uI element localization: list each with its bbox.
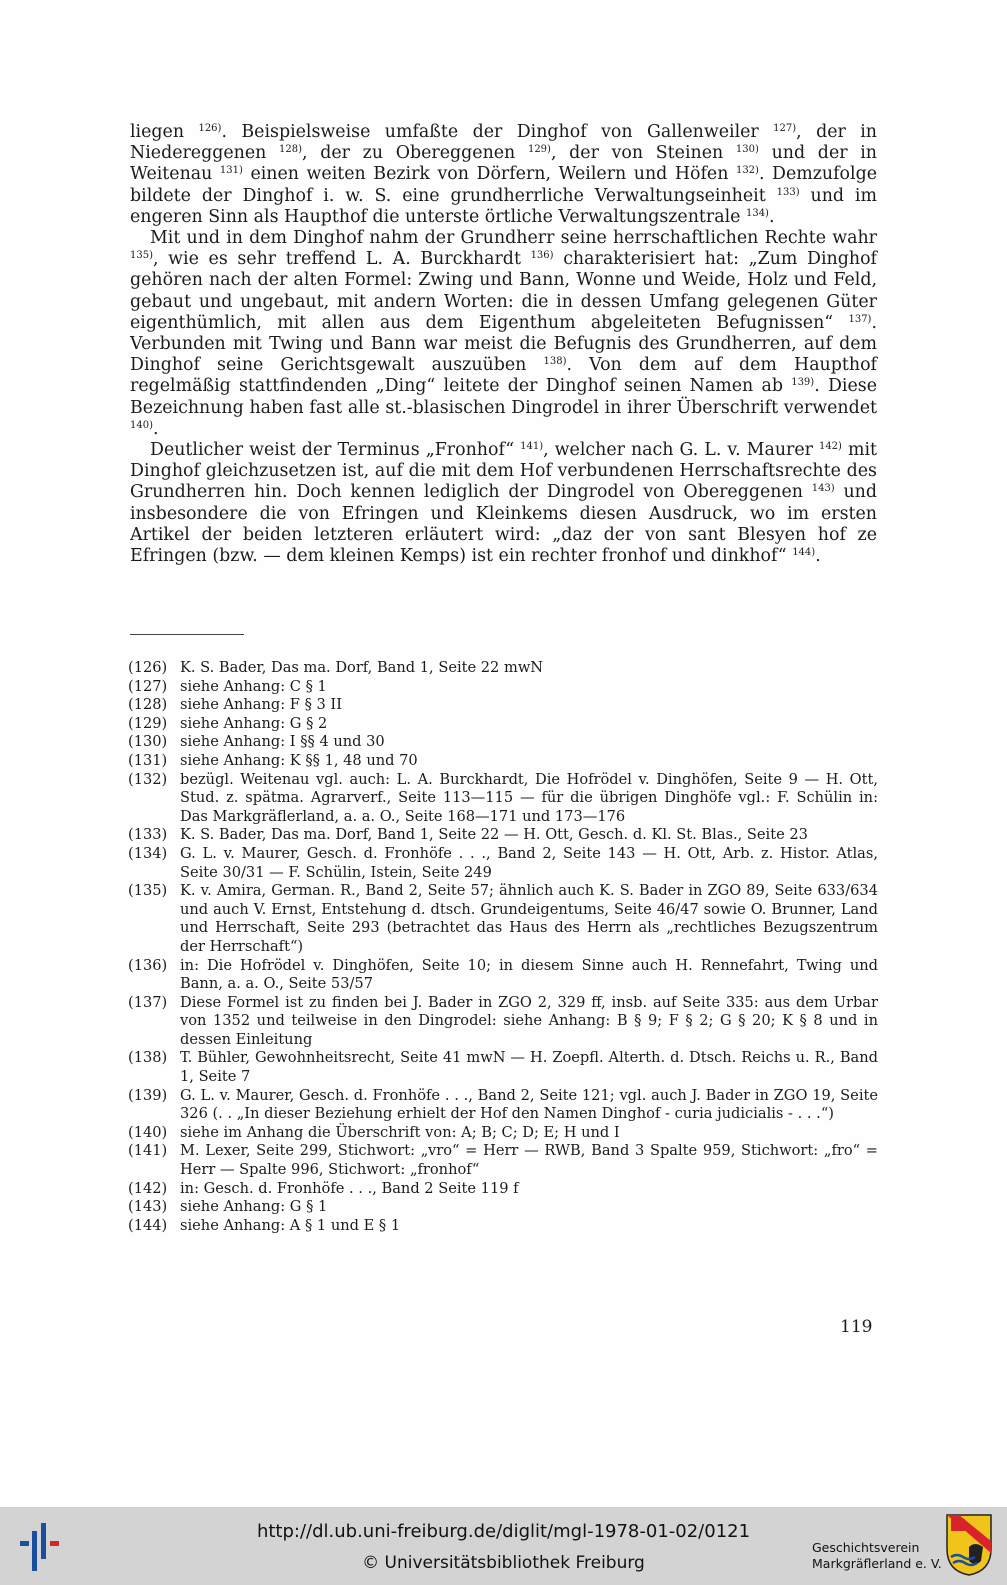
footnote-number: (130)	[128, 733, 168, 751]
footnote-number: (144)	[128, 1216, 168, 1234]
paragraph	[130, 440, 877, 567]
footnote-ref: 137)	[848, 313, 872, 325]
footnote-number: (132)	[128, 770, 168, 788]
footnote-ref: 140)	[130, 419, 153, 431]
footnote-text: G. L. v. Maurer, Gesch. d. Fronhöfe . . ., Band 2, Seite 143 — H. Ott, Arb. z. Histor. Atlas, Seite 30/31 — F. Schülin, Istein, Seite 249	[180, 844, 878, 881]
text-run: . Verbunden mit Twing und Bann war meist die Befugnis des Grundherren, auf dem Dinghof seine Gerichtsgewalt auszuüben	[130, 312, 877, 376]
footnote-text: K. v. Amira, German. R., Band 2, Seite 57; ähnlich auch K. S. Bader in ZGO 89, Seite 633/634 und auch V. Ernst, Entstehung d. dtsch. Grundeigentums, Seite 46/47 sowie O. Brunner, Land und Herrschaft, Seite 293 (betrachtet das Haus des Herrn als „rechtliches Bezugszentrum der Herrschaft“)	[180, 882, 878, 955]
footnote-number: (137)	[128, 993, 168, 1011]
footnote-number: (131)	[128, 751, 168, 769]
text-run: einen weiten Bezirk von Dörfern, Weilern und Höfen	[242, 164, 736, 185]
footnote-ref: 131)	[219, 165, 243, 177]
text-run: charakterisiert hat: „Zum Dinghof gehören nach der alten Formel: Zwing und Bann, Wonne und Weide, Holz und Feld, gebaut und ungebaut, mit andern Worten: die in dessen Umfang gelegenen Güter eigenthümlich, mit allen aus dem Eigenthum abgeleiteten Befugnissen“	[130, 249, 877, 333]
document-url[interactable]: http://dl.ub.uni-freiburg.de/diglit/mgl-1978-01-02/0121	[256, 1521, 751, 1542]
footnote-text: siehe im Anhang die Überschrift von: A; B; C; D; E; H und I	[180, 1123, 620, 1141]
footnote-number: (127)	[128, 677, 168, 695]
text-run: . Von dem auf dem Haupthof regelmäßig stattfindenden „Ding“ leitete der Dinghof seinen Namen ab	[130, 355, 877, 397]
footnote	[128, 1049, 878, 1086]
text-run: , der in Niedereggenen	[130, 122, 877, 164]
footnote	[128, 994, 878, 1050]
text-run: .	[768, 206, 775, 227]
text-run: und der in Weitenau	[130, 143, 877, 185]
text-run: .	[815, 546, 821, 567]
footnote-number: (143)	[128, 1198, 168, 1216]
footnote-text: K. S. Bader, Das ma. Dorf, Band 1, Seite 22 mwN	[180, 659, 544, 676]
footnote-text: siehe Anhang: I §§ 4 und 30	[180, 733, 385, 751]
text-run: , welcher nach G. L. v. Maurer	[543, 440, 819, 461]
footnote-number: (139)	[128, 1086, 168, 1104]
footnote-number: (129)	[128, 714, 168, 732]
footnote	[128, 1180, 878, 1199]
text-run: .	[153, 418, 159, 439]
footnote-number: (134)	[128, 844, 168, 862]
footnote-ref: 143)	[811, 483, 835, 495]
footnote-ref: 135)	[130, 250, 153, 262]
footnote-number: (128)	[128, 696, 168, 714]
footnote-ref: 141)	[520, 441, 544, 453]
footnote	[128, 678, 878, 697]
text-run: . Demzufolge bildete der Dinghof i. w. S. eine grundherrliche Verwaltungseinheit	[130, 164, 878, 206]
footnote-text: G. L. v. Maurer, Gesch. d. Fronhöfe . . ., Band 2, Seite 121; vgl. auch J. Bader in ZGO 19, Seite 326 (. . „In dieser Beziehung erhielt der Hof den Namen Dinghof - curia judicialis - . . .“)	[180, 1086, 878, 1123]
page-number: 119	[840, 1317, 873, 1337]
footnote-number: (141)	[128, 1142, 168, 1160]
society-name	[812, 1540, 942, 1572]
footnote	[128, 715, 878, 734]
footnote	[128, 845, 878, 882]
footnote-text: T. Bühler, Gewohnheitsrecht, Seite 41 mwN — H. Zoepfl. Alterth. d. Dtsch. Reichs u. R., Band 1, Seite 7	[180, 1049, 878, 1086]
footnote-text: siehe Anhang: F § 3 II	[180, 696, 342, 714]
footnote-text: siehe Anhang: K §§ 1, 48 und 70	[180, 751, 418, 769]
copyright-notice: © Universitätsbibliothek Freiburg	[362, 1553, 645, 1573]
footnote	[128, 1124, 878, 1143]
footnote-text: siehe Anhang: G § 2	[180, 714, 328, 732]
footnote	[128, 696, 878, 715]
footnote-ref: 128)	[279, 144, 303, 156]
main-text	[130, 122, 877, 567]
text-run: . Diese Bezeichnung haben fast alle st.-blasischen Dingrodel in ihrer Überschrift verwendet	[130, 376, 877, 418]
footnote-number: (140)	[128, 1123, 168, 1141]
footnote-ref: 142)	[818, 441, 842, 453]
footnote-text: in: Die Hofrödel v. Dinghöfen, Seite 10; in diesem Sinne auch H. Rennefahrt, Twing und Bann, a. a. O., Seite 53/57	[180, 956, 878, 993]
footnote	[128, 826, 878, 845]
text-run: , wie es sehr treffend L. A. Burckhardt	[153, 249, 531, 270]
footnote-ref: 136)	[530, 250, 554, 262]
society-crest-icon	[945, 1513, 993, 1577]
footnote-text: in: Gesch. d. Fronhöfe . . ., Band 2 Seite 119 f	[180, 1179, 519, 1197]
footnote	[128, 882, 878, 956]
footnote-text: bezügl. Weitenau vgl. auch: L. A. Burckhardt, Die Hofrödel v. Dinghöfen, Seite 9 — H. Ott, Stud. z. spätma. Agrarverf., Seite 113—115 — für die übrigen Dinghöfe vgl.: F. Schülin in: Das Markgräflerland, a. a. O., Seite 168—171 und 173—176	[180, 770, 878, 825]
footnote-text: siehe Anhang: C § 1	[180, 677, 327, 695]
footnote-text: Diese Formel ist zu finden bei J. Bader in ZGO 2, 329 ff, insb. auf Seite 335: aus dem Urbar von 1352 und teilweise in den Dingrodel: siehe Anhang: B § 9; F § 2; G § 20; K § 8 und in dessen Einleitung	[180, 993, 878, 1048]
footnote	[128, 957, 878, 994]
footnote-separator	[130, 634, 244, 635]
footnote-text: siehe Anhang: G § 1	[180, 1198, 328, 1216]
footnote	[128, 733, 878, 752]
text-run: Deutlicher weist der Terminus „Fronhof“	[150, 440, 521, 461]
footnote-ref: 139)	[791, 377, 815, 389]
viewer-footer	[0, 1507, 1007, 1585]
text-run: Mit und in dem Dinghof nahm der Grundherr seine herrschaftlichen Rechte wahr	[150, 228, 877, 249]
text-run: . Beispielsweise umfaßte der Dinghof von Gallenweiler	[221, 122, 774, 142]
footnote-number: (126)	[128, 659, 168, 676]
footnote-ref: 130)	[735, 144, 759, 156]
footnote-ref: 133)	[776, 186, 800, 198]
paragraph	[130, 122, 877, 228]
footnote-ref: 138)	[543, 356, 567, 368]
footnote-ref: 132)	[735, 165, 759, 177]
footnote	[128, 771, 878, 827]
text-run: , der von Steinen	[550, 143, 736, 164]
footnote-ref: 127)	[773, 123, 797, 134]
text-run: , der zu Obereggenen	[302, 143, 528, 164]
society-name-line1: Geschichtsverein	[812, 1540, 920, 1555]
footnote-text: K. S. Bader, Das ma. Dorf, Band 1, Seite 22 — H. Ott, Gesch. d. Kl. St. Blas., Seite 23	[180, 826, 808, 844]
footnote-number: (135)	[128, 882, 168, 900]
footnotes	[128, 659, 878, 1235]
paragraph	[130, 228, 877, 440]
footnote	[128, 752, 878, 771]
footnote-ref: 144)	[792, 547, 816, 559]
society-name-line2: Markgräflerland e. V.	[812, 1556, 942, 1571]
footnote-number: (138)	[128, 1049, 168, 1067]
footnote	[128, 1198, 878, 1217]
footnote-ref: 126)	[198, 123, 222, 134]
footnote-text: M. Lexer, Seite 299, Stichwort: „vro“ = Herr — RWB, Band 3 Spalte 959, Stichwort: „fro“ = Herr — Spalte 996, Stichwort: „fronhof“	[180, 1142, 878, 1179]
footnote	[128, 659, 878, 678]
text-run: mit Dinghof gleichzusetzen ist, auf die mit dem Hof verbundenen Herrschaftsrechte des Grundherren hin. Doch kennen lediglich der Dingrodel von Obereggenen	[130, 440, 877, 503]
footnote-ref: 134)	[745, 207, 769, 219]
text-run: und im engeren Sinn als Haupthof die unterste örtliche Verwaltungszentrale	[130, 185, 877, 227]
footnote-number: (133)	[128, 826, 168, 844]
text-run: und insbesondere die von Efringen und Kleinkems diesen Ausdruck, wo im ersten Artikel der beiden letzteren erläutert wird: „daz der von sant Blesyen hof ze Efringen (bzw. — dem kleinen Kemps) ist ein rechter fronhof und dinkhof“	[130, 482, 877, 567]
footnote	[128, 1142, 878, 1179]
footnote	[128, 1087, 878, 1124]
footnote-text: siehe Anhang: A § 1 und E § 1	[180, 1216, 401, 1234]
footnote-ref: 129)	[527, 144, 551, 156]
footnote	[128, 1217, 878, 1236]
text-run: liegen	[130, 122, 199, 142]
footnote-number: (142)	[128, 1179, 168, 1197]
footnote-number: (136)	[128, 956, 168, 974]
